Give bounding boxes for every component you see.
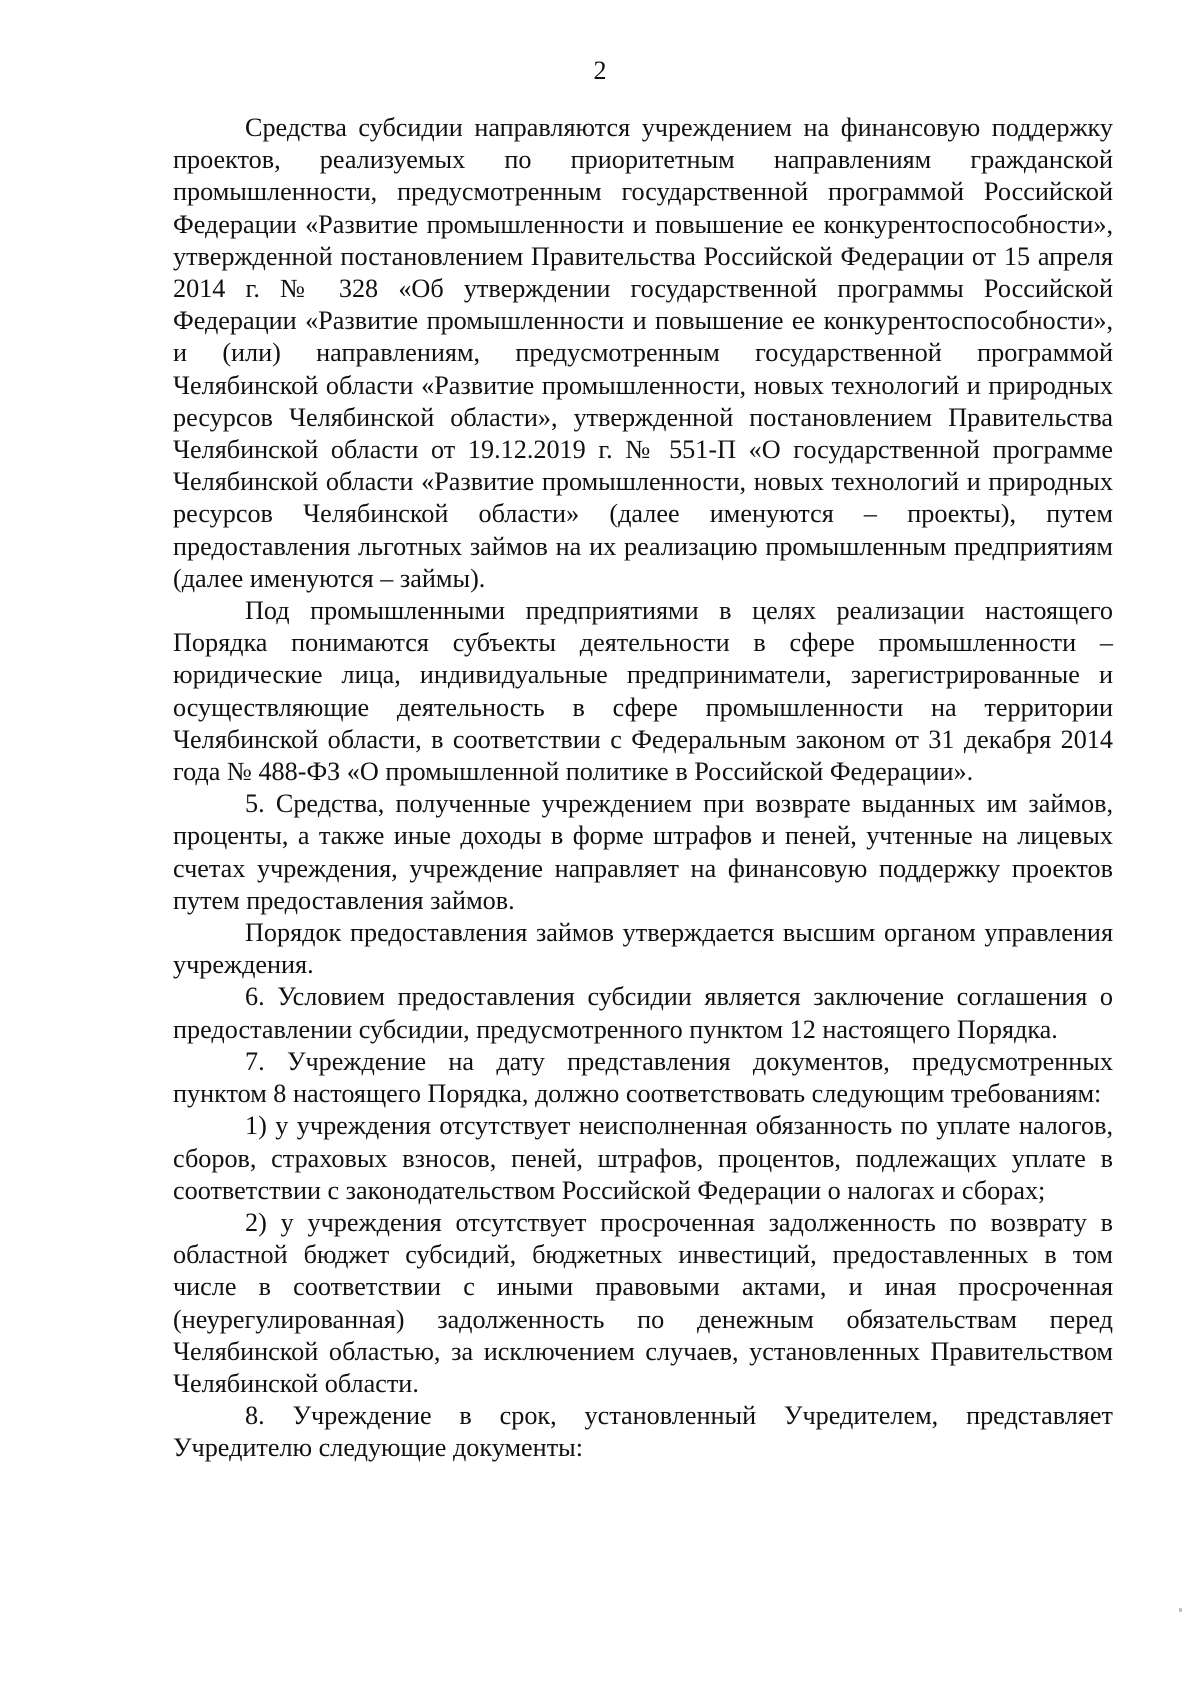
page-number: 2 [593,56,607,85]
scan-speck [1179,1608,1182,1612]
requirement-2: 2) у учреждения отсутствует просроченная задолженность по возврату в областной бюджет субсидий, бюджетных инвестиций, предоставленных в том числе в соответствии с иными правовыми актами, и иная просроченная (неурегулированная) задолженность по денежным обязательствам перед Челябинской областью, за исключением случаев, установленных Правительством Челябинской области. [173,1207,1113,1398]
requirement-1: 1) у учреждения отсутствует неисполненная обязанность по уплате налогов, сборов, страховых взносов, пеней, штрафов, процентов, подлежащих уплате в соответствии с законодательством Российской Федерации о налогах и сборах; [173,1111,1113,1205]
paragraph-item-8: 8. Учреждение в срок, установленный Учредителем, представляет Учредителю следующие документы: [173,1401,1113,1463]
paragraph-subsidy-purpose: Средства субсидии направляются учреждением на финансовую поддержку проектов, реализуемых по приоритетным направлениям гражданской промышленности, предусмотренным государственной программой Российской Федерации «Развитие промышленности и повышение ее конкурентоспособности», утвержденной постановлением Правительства Российской Федерации от 15 апреля 2014 г. № 328 «Об утверждении государственной программы Российской Федерации «Развитие промышленности и повышение ее конкурентоспособности», и (или) направлениям, предусмотренным государственной программой Челябинской области «Развитие промышленности, новых технологий и природных ресурсов Челябинской области», утвержденной постановлением Правительства Челябинской области от 19.12.2019 г. № 551-П «О государственной программе Челябинской области «Развитие промышленности, новых технологий и природных ресурсов Челябинской области» (далее именуются – проекты), путем предоставления льготных займов на их реализацию промышленным предприятиям (далее именуются – займы). [173,113,1113,593]
paragraph-item-7: 7. Учреждение на дату представления документов, предусмотренных пунктом 8 настоящего Порядка, должно соответствовать следующим требованиям: [173,1046,1113,1109]
paragraph-item-5: 5. Средства, полученные учреждением при возврате выданных им займов, проценты, а также иные доходы в форме штрафов и пеней, учтенные на лицевых счетах учреждения, учреждение направляет на финансовую поддержку проектов путем предоставления займов. [173,789,1113,915]
paragraph-loan-procedure: Порядок предоставления займов утверждается высшим органом управления учреждения. [173,918,1113,980]
paragraph-industrial-enterprises: Под промышленными предприятиями в целях реализации настоящего Порядка понимаются субъекты деятельности в сфере промышленности – юридические лица, индивидуальные предприниматели, зарегистрированные и осуществляющие деятельность в сфере промышленности на территории Челябинской области, в соответствии с Федеральным законом от 31 декабря 2014 года № 488-ФЗ «О промышленной политике в Российской Федерации». [173,596,1113,787]
document-body [173,112,1113,1465]
paragraph-item-6: 6. Условием предоставления субсидии является заключение соглашения о предоставлении субсидии, предусмотренного пунктом 12 настоящего Порядка. [173,982,1113,1044]
